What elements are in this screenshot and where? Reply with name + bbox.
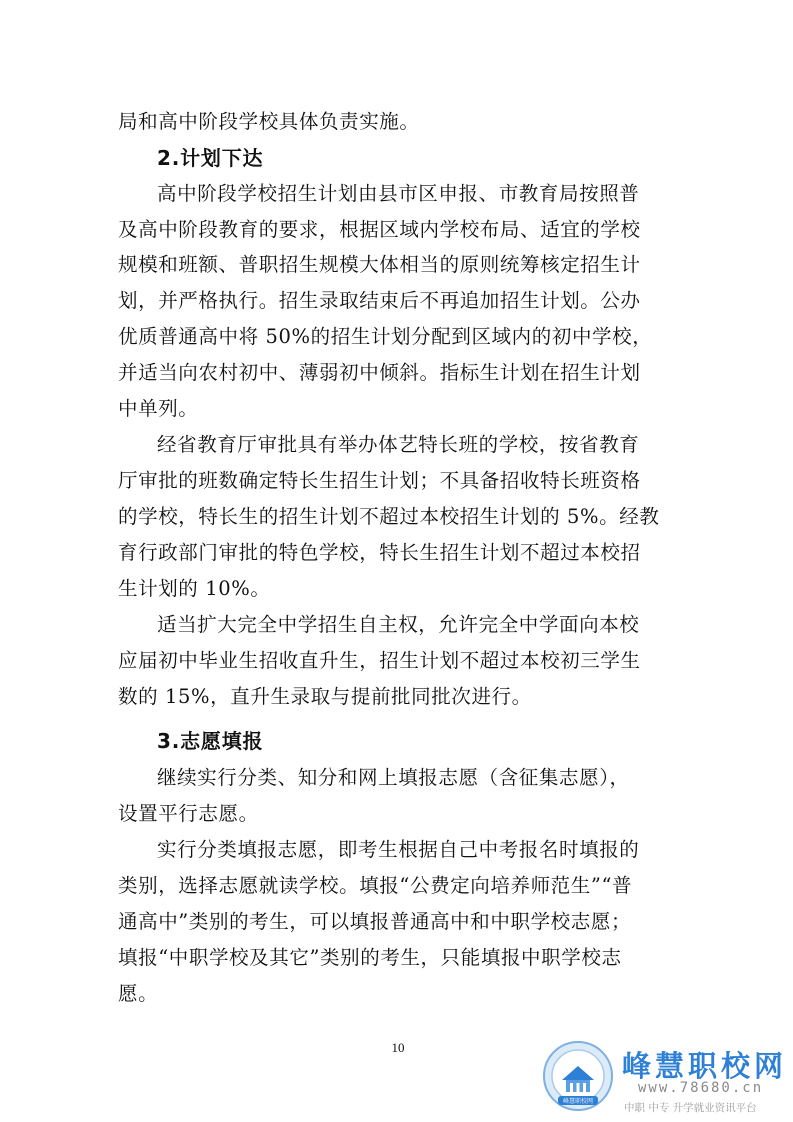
logo-label: 峰慧职校网	[562, 1098, 594, 1105]
site-watermark	[542, 1040, 787, 1116]
paragraph-line: 实行分类填报志愿，即考生根据自己中考报名时填报的	[157, 838, 640, 861]
paragraph-line: 的学校，特长生的招生计划不超过本校招生计划的 5%。经教	[118, 505, 660, 528]
paragraph-line: 规模和班额、普职招生规模大体相当的原则统筹核定招生计	[118, 253, 641, 276]
section-heading-application: 3.志愿填报	[157, 729, 264, 753]
paragraph-line: 类别，选择志愿就读学校。填报“公费定向培养师范生”“普	[118, 874, 633, 897]
paragraph-line: 适当扩大完全中学招生自主权，允许完全中学面向本校	[157, 613, 640, 636]
paragraph-line: 局和高中阶段学校具体负责实施。	[118, 110, 420, 133]
paragraph-line: 继续实行分类、知分和网上填报志愿（含征集志愿），	[157, 766, 630, 789]
watermark-site-url: www.78680.cn	[638, 1080, 764, 1096]
paragraph-line: 育行政部门审批的特色学校，特长生招生计划不超过本校招	[118, 541, 641, 564]
paragraph-line: 应届初中毕业生招收直升生，招生计划不超过本校初三学生	[118, 649, 641, 672]
paragraph-line: 填报“中职学校及其它”类别的考生，只能填报中职学校志	[118, 946, 622, 969]
paragraph-line: 高中阶段学校招生计划由县市区申报、市教育局按照普	[157, 182, 640, 205]
page-number: 10	[391, 1040, 405, 1055]
paragraph-line: 生计划的 10%。	[118, 577, 271, 600]
paragraph-line: 及高中阶段教育的要求，根据区域内学校布局、适宜的学校	[118, 218, 641, 241]
paragraph-line: 优质普通高中将 50%的招生计划分配到区域内的初中学校，	[118, 325, 653, 348]
paragraph-line: 中单列。	[118, 397, 199, 420]
watermark-tagline: 中职 中专 升学就业资讯平台	[624, 1102, 757, 1114]
paragraph-line: 愿。	[118, 982, 159, 1005]
paragraph-line: 数的 15%，直升生录取与提前批同批次进行。	[118, 685, 532, 708]
paragraph-line: 设置平行志愿。	[118, 802, 259, 825]
paragraph-line: 并适当向农村初中、薄弱初中倾斜。指标生计划在招生计划	[118, 361, 641, 384]
paragraph-line: 划，并严格执行。招生录取结束后不再追加招生计划。公办	[118, 289, 641, 312]
paragraph-line: 厅审批的班数确定特长生招生计划；不具备招收特长班资格	[118, 469, 641, 492]
section-heading-plan-issuance: 2.计划下达	[157, 146, 264, 170]
paragraph-line: 通高中”类别的考生，可以填报普通高中和中职学校志愿；	[118, 910, 632, 933]
school-logo-icon	[542, 1040, 614, 1112]
watermark-site-name: 峰慧职校网	[622, 1049, 788, 1083]
paragraph-line: 经省教育厅审批具有举办体艺特长班的学校，按省教育	[157, 433, 640, 456]
